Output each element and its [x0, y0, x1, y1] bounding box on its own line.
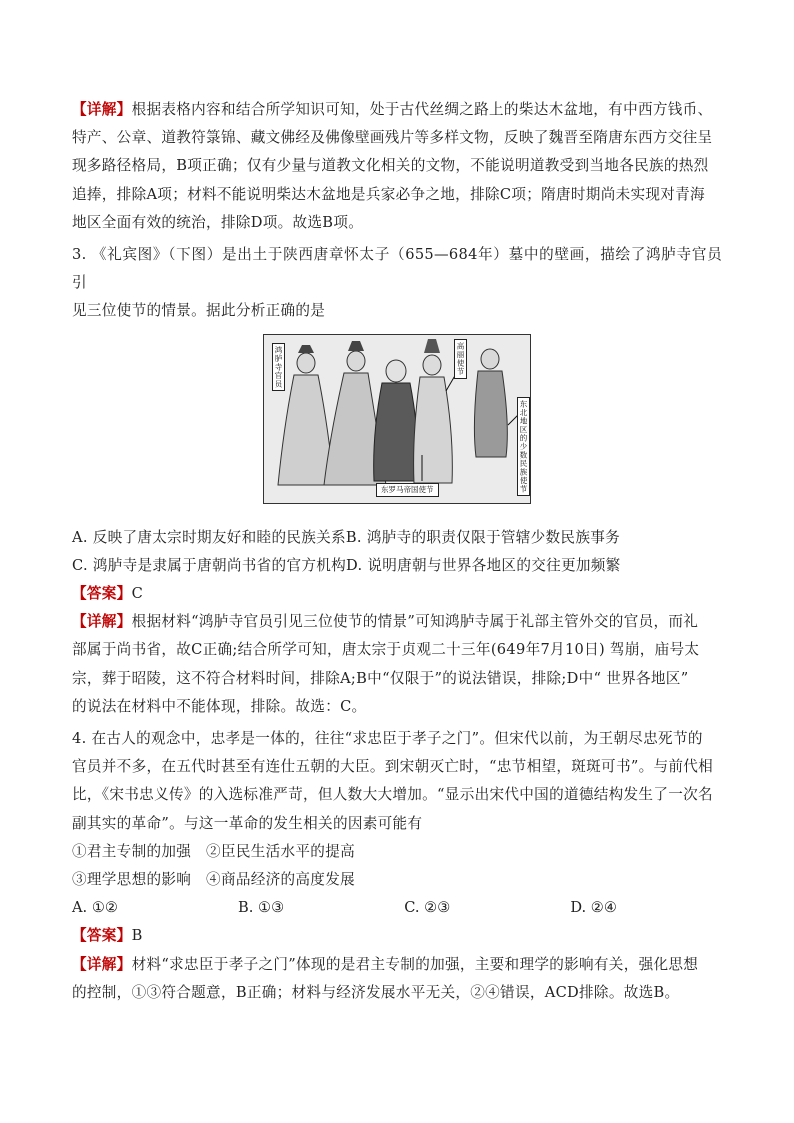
- q3-answer: C: [131, 585, 144, 603]
- q4-stem-line-4: 副其实的革命”。与这一革命的发生相关的因素可能有: [72, 814, 423, 832]
- q4-explain-line-2: 的控制，①③符合题意，B正确；材料与经济发展水平无关，②④错误，ACD排除。故选B。: [72, 983, 680, 1001]
- q4-stem-line-1: 4. 在古人的观念中，忠孝是一体的，往往“求忠臣于孝子之门”。但宋代以前，为王朝尽忠死节的: [72, 730, 703, 748]
- q3-option-line-1: A. 反映了唐太宗时期友好和睦的民族关系B. 鸿胪寺的职责仅限于管辖少数民族事务: [72, 528, 621, 546]
- q3-explain-line-2: 部属于尚书省，故C正确;结合所学可知，唐太宗于贞观二十三年(649年7月10日) 驾崩，庙号太: [72, 641, 700, 659]
- q2-explain-line-5: 地区全面有效的统治，排除D项。故选B项。: [72, 213, 364, 231]
- q3-explain-line-1: 【详解】根据材料“鸿胪寺官员引见三位使节的情景”可知鸿胪寺属于礼部主管外交的官员，而礼: [72, 613, 699, 631]
- q2-explain-line-1: 【详解】根据表格内容和结合所学知识可知，处于古代丝绸之路上的柴达木盆地，有中西方钱币、: [72, 101, 713, 118]
- q4-options: [72, 894, 617, 922]
- q3-answer-line: [72, 580, 722, 608]
- q4-answer-line: [72, 922, 722, 950]
- q4-option-d: D. ②④: [570, 899, 617, 917]
- q4-item-line-2: ③理学思想的影响 ④商品经济的高度发展: [72, 871, 355, 889]
- q3-stem-line-1: 3. 《礼宾图》（下图）是出土于陕西唐章怀太子（655—684年）墓中的壁画，描绘了鸿胪寺官员引: [72, 246, 722, 292]
- q3-explain-line-4: 的说法在材料中不能体现，排除。故选：C。: [72, 697, 367, 715]
- label-korea-envoy: 高丽使节: [454, 339, 467, 379]
- q4-option-a: A. ①②: [72, 899, 118, 917]
- label-official: 鸿胪寺官员: [272, 343, 285, 392]
- mural-figure: [263, 334, 531, 504]
- q4-option-b: B. ①③: [238, 899, 285, 917]
- q4-answer: B: [131, 927, 143, 945]
- q4-stem-line-2: 官员并不多，在五代时甚至有连仕五朝的大臣。到宋朝灭亡时，“忠节相望，斑斑可书”。与前代相: [72, 758, 714, 776]
- explain-tag: 【详解】: [72, 955, 132, 973]
- figure-wrap: [72, 334, 722, 512]
- answer-tag: 【答案】: [72, 927, 132, 945]
- q2-explain-line-4: 追捧，排除A项；材料不能说明柴达木盆地是兵家必争之地，排除C项；隋唐时期尚未实现对青海: [72, 185, 705, 203]
- label-rome-envoy: 东罗马帝国使节: [376, 483, 439, 497]
- explain-tag: 【详解】: [72, 613, 132, 631]
- mural-illustration: [264, 335, 530, 503]
- answer-tag: 【答案】: [72, 585, 132, 603]
- label-northeast-envoy: 东北地区的少数民族使节: [517, 397, 530, 497]
- q4-explain-line-1: 【详解】材料“求忠臣于孝子之门”体现的是君主专制的加强，主要和理学的影响有关，强化思想: [72, 955, 699, 973]
- q2-explain-line-2: 特产、公章、道教符箓锦、藏文佛经及佛像壁画残片等多样文物，反映了魏晋至隋唐东西方交往呈: [72, 129, 713, 147]
- q4-option-c: C. ②③: [404, 899, 451, 917]
- explain-tag: 【详解】: [72, 101, 132, 118]
- q2-explain-line-3: 现多路径格局，B项正确；仅有少量与道教文化相关的文物，不能说明道教受到当地各民族的热烈: [72, 157, 709, 175]
- q3-explain-line-3: 宗，葬于昭陵，这不符合材料时间，排除A;B中“仅限于”的说法错误，排除;D中“ 世界各地区”: [72, 669, 689, 687]
- q4-item-line-1: ①君主专制的加强 ②臣民生活水平的提高: [72, 842, 355, 860]
- document-page: [72, 96, 722, 1007]
- q4-stem-line-3: 比，《宋书忠义传》的入选标准严苛，但人数大大增加。“显示出宋代中国的道德结构发生了一次名: [72, 786, 713, 804]
- q3-stem-line-2: 见三位使节的情景。据此分析正确的是: [72, 302, 326, 320]
- q3-option-line-2: C. 鸿胪寺是隶属于唐朝尚书省的官方机构D. 说明唐朝与世界各地区的交往更加频繁: [72, 556, 621, 574]
